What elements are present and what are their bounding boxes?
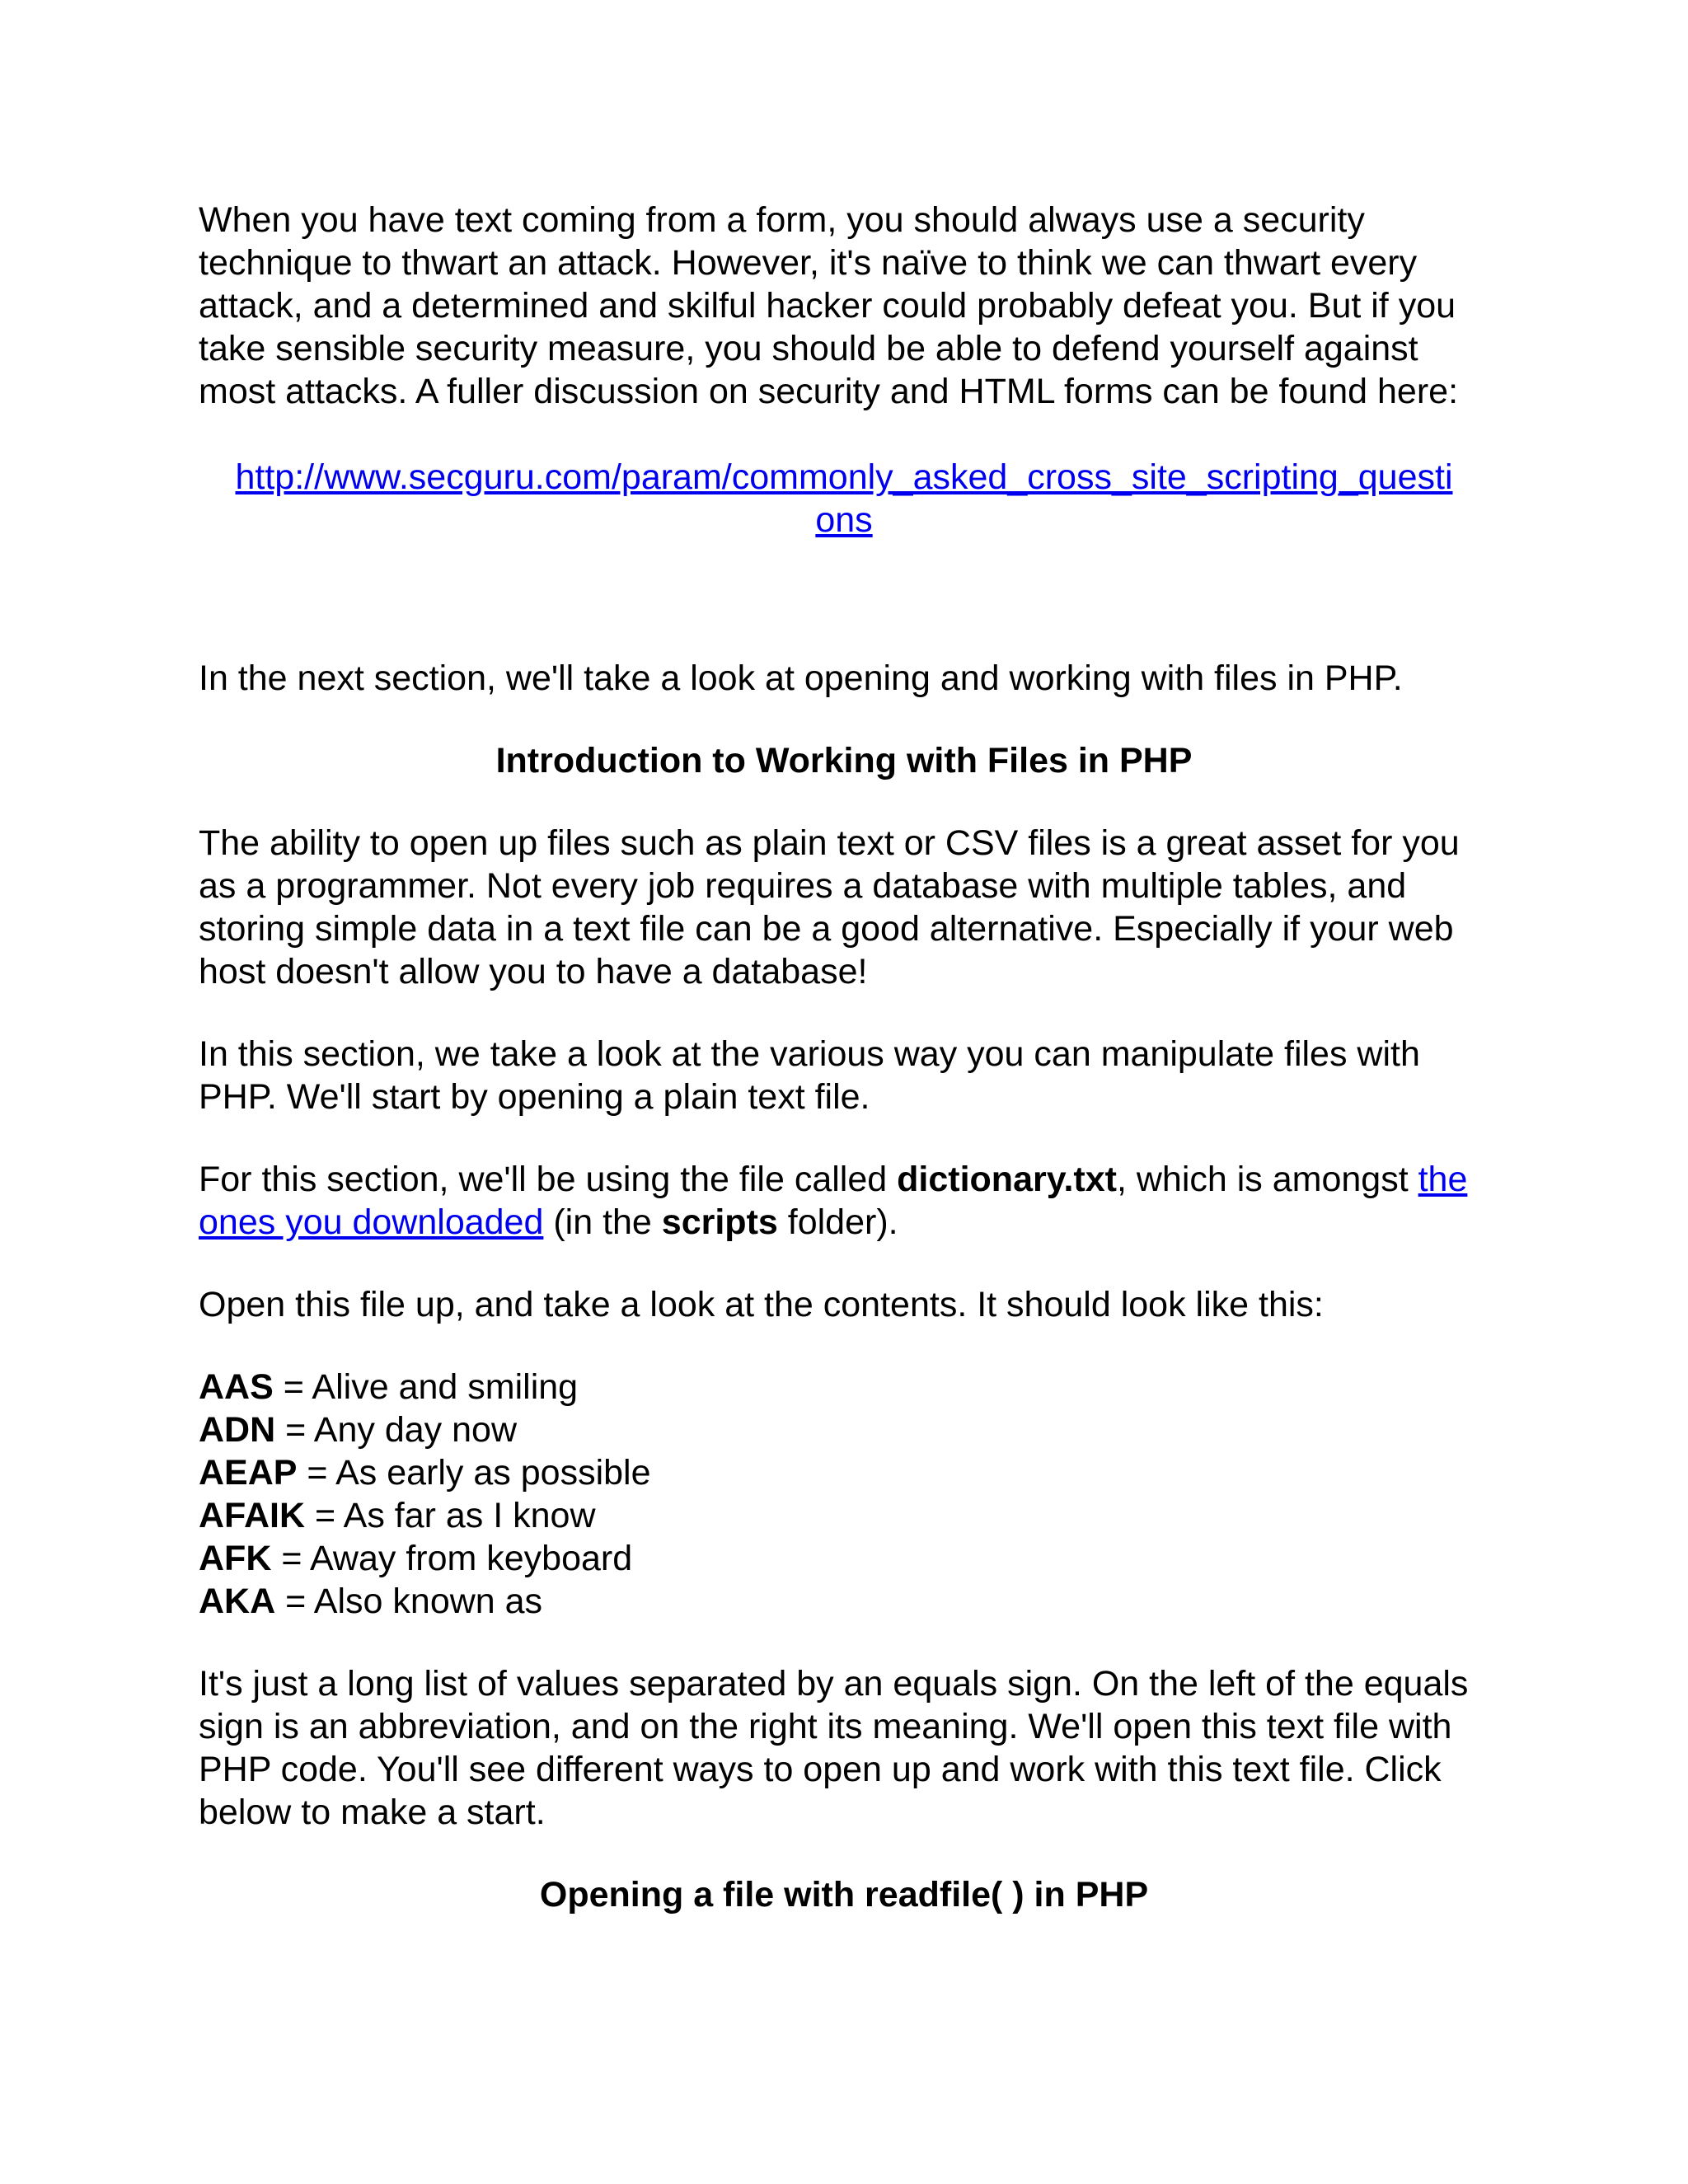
dictionary-meaning: = Alive and smiling [273,1367,579,1407]
dictionary-abbr: AFAIK [199,1496,305,1535]
dictionary-filename: dictionary.txt [897,1160,1117,1199]
secguru-link[interactable] [236,457,1453,540]
dictionary-abbr: AFK [199,1539,272,1578]
dictionary-file-paragraph [199,1158,1489,1244]
dictionary-entry [199,1366,1489,1408]
dictionary-abbr: ADN [199,1410,276,1450]
open-file-paragraph: Open this file up, and take a look at the contents. It should look like this: [199,1285,1324,1324]
dictionary-meaning: = Also known as [275,1582,543,1621]
dictionary-entry [199,1580,1489,1623]
security-paragraph: When you have text coming from a form, you should always use a security technique to thwart an attack. However, it's naïve to think we can thwart every attack, and a determined and skilful hacker could probably defeat you. But if you take sensible security measure, you should be able to defend yourself against most attacks. A fuller discussion on security and HTML forms can be found here: [199,200,1459,411]
text-segment: folder). [777,1202,898,1242]
equals-sign-paragraph: It's just a long list of values separated by an equals sign. On the left of the equals sign is an abbreviation, and on the right its meaning. We'll open this text file with PHP code. You'll see different ways to open up and work with this text file. Click below to make a start. [199,1664,1469,1832]
dictionary-list [199,1366,1489,1623]
dictionary-meaning: = As early as possible [297,1453,651,1493]
manipulate-files-paragraph: In this section, we take a look at the various way you can manipulate files with PHP. We'll start by opening a plain text file. [199,1034,1420,1117]
dictionary-entry [199,1537,1489,1580]
dictionary-abbr: AKA [199,1582,276,1621]
secguru-link-block [199,456,1489,541]
dictionary-entry [199,1408,1489,1451]
text-segment: , which is amongst [1116,1160,1418,1199]
dictionary-abbr: AAS [199,1367,274,1407]
dictionary-entry [199,1451,1489,1494]
dictionary-meaning: = Any day now [275,1410,518,1450]
dictionary-meaning: = As far as I know [305,1496,596,1535]
files-ability-paragraph: The ability to open up files such as plain text or CSV files is a great asset for you as a programmer. Not every job requires a database with multiple tables, and storing simple data in a text file can be a good alternative. Especially if your web host doesn't allow you to have a database! [199,823,1460,991]
scripts-folder-name: scripts [661,1202,778,1242]
text-segment: For this section, we'll be using the file called [199,1160,898,1199]
readfile-heading: Opening a file with readfile( ) in PHP [539,1875,1149,1915]
text-segment: (in the [543,1202,662,1242]
document-page [199,199,1489,1956]
dictionary-entry [199,1494,1489,1537]
next-section-paragraph: In the next section, we'll take a look at opening and working with files in PHP. [199,658,1403,698]
files-intro-heading: Introduction to Working with Files in PHP [495,741,1193,780]
secguru-link-line2: ons [815,500,873,540]
secguru-link-line1: http://www.secguru.com/param/commonly_asked_cross_site_scripting_questi [235,457,1453,497]
dictionary-abbr: AEAP [199,1453,298,1493]
downloads-link[interactable]: the ones you downloaded [199,1160,1468,1242]
dictionary-meaning: = Away from keyboard [271,1539,633,1578]
